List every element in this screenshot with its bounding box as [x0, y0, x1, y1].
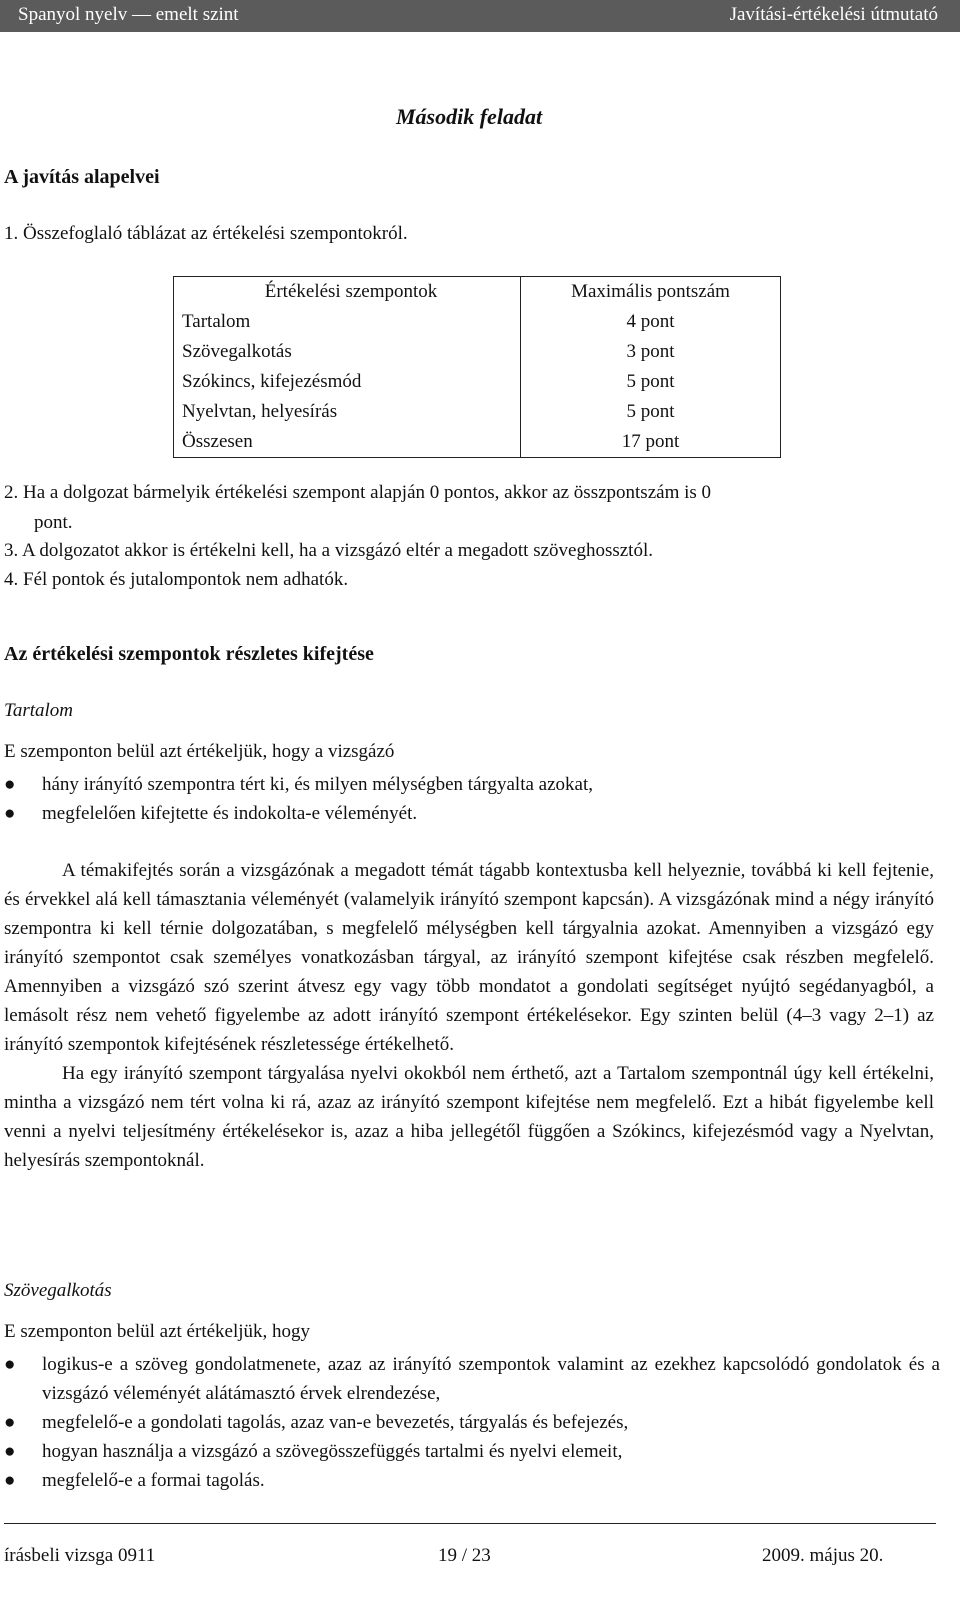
list-item — [0, 1350, 940, 1408]
criterion-label: Nyelvtan, helyesírás — [174, 397, 521, 427]
criterion-points: 3 pont — [626, 341, 675, 362]
header-doc-type: Javítási-értékelési útmutató — [729, 4, 938, 25]
table-row — [174, 367, 781, 397]
bullet-icon: ● — [4, 1441, 16, 1462]
details-heading: Az értékelési szempontok részletes kifejtése — [4, 643, 374, 665]
principle-item-3: 3. A dolgozatot akkor is értékelni kell, ha a vizsgázó eltér a megadott szöveghossztól. — [4, 540, 653, 561]
total-label: Összesen — [174, 427, 521, 458]
list-item-text: megfelelő-e a formai tagolás. — [42, 1470, 265, 1491]
criterion-label: Szövegalkotás — [174, 337, 521, 367]
tartalom-heading: Tartalom — [4, 700, 73, 721]
header-subject: Spanyol nyelv — emelt szint — [18, 4, 239, 25]
principle-item-2: 2. Ha a dolgozat bármelyik értékelési szempont alapján 0 pontos, akkor az összpontszám is 0 — [4, 482, 712, 503]
principle-item-1: 1. Összefoglaló táblázat az értékelési szempontokról. — [4, 223, 408, 244]
bullet-icon: ● — [4, 1354, 16, 1375]
list-item-text: hány irányító szempontra tért ki, és milyen mélységben tárgyalta azokat, — [42, 774, 593, 795]
criterion-label: Szókincs, kifejezésmód — [174, 367, 521, 397]
criterion-points: 4 pont — [626, 311, 675, 332]
criterion-points: 5 pont — [626, 371, 675, 392]
table-row — [174, 337, 781, 367]
list-item-text: megfelelő-e a gondolati tagolás, azaz van-e bevezetés, tárgyalás és befejezés, — [42, 1412, 629, 1433]
bullet-icon: ● — [4, 1412, 16, 1433]
table-row — [174, 397, 781, 427]
total-points: 17 pont — [621, 431, 680, 452]
list-item-text: logikus-e a szöveg gondolatmenete, azaz az irányító szempontok valamint az ezekhez kapcsolódó gondolatok és a vizsgázó véleményét alátámasztó érvek elrendezése, — [42, 1354, 940, 1404]
page-header — [0, 0, 960, 32]
principle-item-2-cont: pont. — [34, 512, 73, 533]
list-item — [0, 1437, 940, 1466]
tartalom-body — [4, 856, 934, 1175]
tartalom-paragraph-2: Ha egy irányító szempont tárgyalása nyelvi okokból nem érthető, azt a Tartalom szempontnál úgy kell értékelni, mintha a vizsgázó nem tért volna ki rá, azaz az irányító szempont kifejtése nem megfelelő. Ezt a hibát figyelembe kell venni a nyelvi teljesítmény értékelésekor is, azaz a hiba jellegétől függően a Szókincs, kifejezésmód vagy a Nyelvtan, helyesírás szempontoknál. — [4, 1063, 934, 1171]
principles-heading: A javítás alapelvei — [4, 166, 160, 188]
list-item — [0, 799, 940, 828]
tartalom-intro: E szemponton belül azt értékeljük, hogy a vizsgázó — [4, 741, 395, 762]
table-header-max-points: Maximális pontszám — [571, 281, 730, 302]
footer-divider — [4, 1523, 936, 1524]
table-row — [174, 307, 781, 337]
table-total-row — [174, 427, 781, 458]
tartalom-bullet-list — [0, 770, 940, 828]
bullet-icon: ● — [4, 1470, 16, 1491]
list-item-text: hogyan használja a vizsgázó a szövegösszefüggés tartalmi és nyelvi elemeit, — [42, 1441, 623, 1462]
bullet-icon: ● — [4, 803, 16, 824]
table-header-criteria: Értékelési szempontok — [174, 277, 521, 308]
szovegalkotas-bullet-list — [0, 1350, 940, 1495]
summary-table — [173, 276, 781, 458]
table-header-row — [174, 277, 781, 308]
szovegalkotas-intro: E szemponton belül azt értékeljük, hogy — [4, 1321, 311, 1342]
list-item — [0, 770, 940, 799]
list-item — [0, 1408, 940, 1437]
footer-page-number: 19 / 23 — [438, 1545, 491, 1566]
list-item-text: megfelelően kifejtette és indokolta-e véleményét. — [42, 803, 418, 824]
footer-exam-code: írásbeli vizsga 0911 — [4, 1545, 156, 1566]
tartalom-paragraph-1: A témakifejtés során a vizsgázónak a megadott témát tágabb kontextusba kell helyeznie, továbbá ki kell fejtenie, és érvekkel alá kell támasztania véleményét (valamelyik irányító szempont kapcsán). A vizsgázónak mind a négy irányító szempontra ki kell térnie dolgozatában, s megfelelő mélységben kell tárgyalnia azokat. Amennyiben a vizsgázó egy irányító szempontot csak személyes vonatkozásban tárgyal, az irányító szempont kifejtése csak részben megfelelő. Amennyiben a vizsgázó szó szerint átvesz egy vagy több mondatot a gondolati segítséget nyújtó segédanyagból, a lemásolt rész nem vehető figyelembe az adott irányító szempont értékelésekor. Egy szinten belül (4–3 vagy 2–1) az irányító szempontok kifejtésének részletessége értékelhető. — [4, 860, 934, 1055]
footer-date: 2009. május 20. — [762, 1545, 884, 1566]
szovegalkotas-heading: Szövegalkotás — [4, 1280, 112, 1301]
list-item — [0, 1466, 940, 1495]
principle-item-4: 4. Fél pontok és jutalompontok nem adhatók. — [4, 569, 349, 590]
criterion-label: Tartalom — [174, 307, 521, 337]
section-title: Második feladat — [396, 104, 543, 129]
criterion-points: 5 pont — [626, 401, 675, 422]
bullet-icon: ● — [4, 774, 16, 795]
